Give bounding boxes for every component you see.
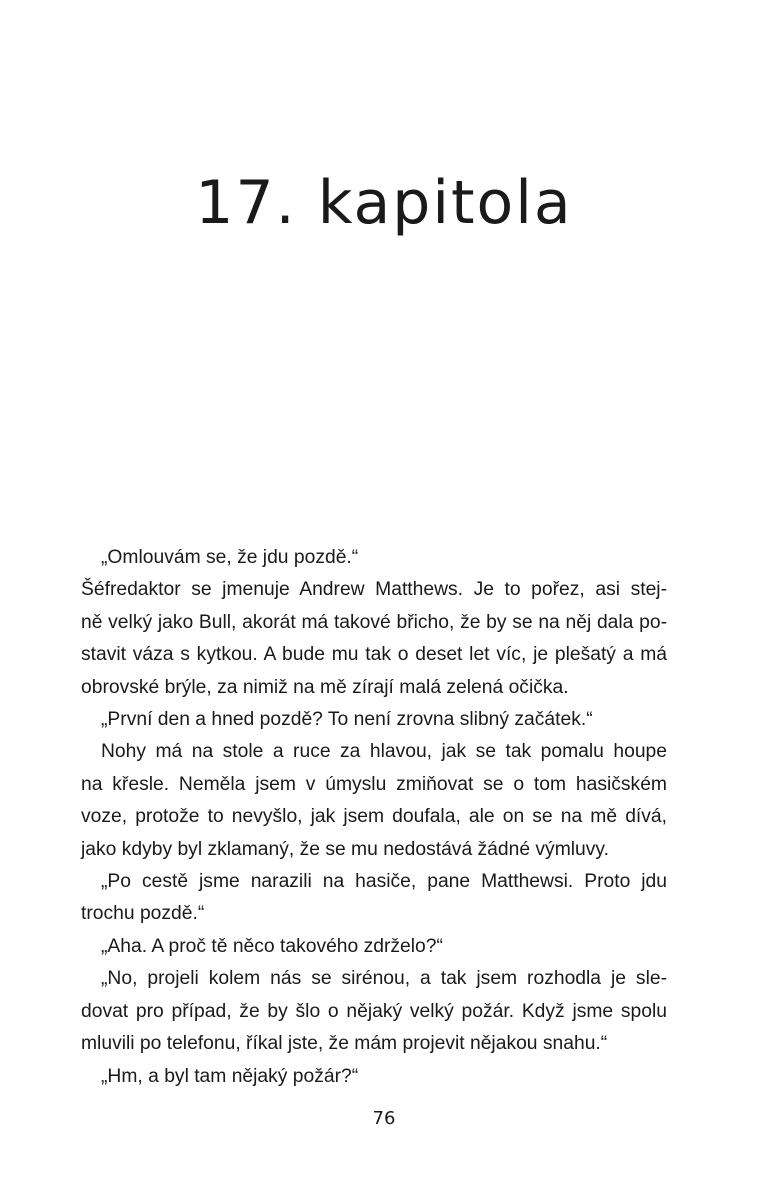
text-line-13: „Aha. A proč tě něco takového zdrželo?“ <box>101 935 443 957</box>
text-line-15: dovat pro případ, že by šlo o nějaký velký požár. Když jsme spolu <box>81 1000 667 1022</box>
text-line-11: „Po cestě jsme narazili na hasiče, pane Matthewsi. Proto jdu <box>101 871 667 893</box>
text-line-6: „První den a hned pozdě? To není zrovna slibný začátek.“ <box>101 709 593 731</box>
text-line-2: Šéfredaktor se jmenuje Andrew Matthews. Je to pořez, asi stej- <box>81 579 667 601</box>
text-line-9: voze, protože to nevyšlo, jak jsem doufala, ale on se na mě dívá, <box>81 806 667 828</box>
chapter-title: 17. kapitola <box>195 168 573 238</box>
text-line-1: „Omlouvám se, že jdu pozdě.“ <box>101 547 359 568</box>
body-text <box>81 542 667 1093</box>
text-line-8: na křesle. Neměla jsem v úmyslu zmiňovat se o tom hasičském <box>81 773 667 795</box>
text-line-12: trochu pozdě.“ <box>81 903 205 925</box>
text-line-5: obrovské brýle, za nimiž na mě zírají malá zelená očička. <box>81 676 569 698</box>
text-line-10: jako kdyby byl zklamaný, že se mu nedostává žádné výmluvy. <box>81 838 609 860</box>
text-line-7: Nohy má na stole a ruce za hlavou, jak se tak pomalu houpe <box>101 741 667 763</box>
text-line-3: ně velký jako Bull, akorát má takové břicho, že by se na něj dala po- <box>81 611 667 633</box>
page-number: 76 <box>372 1108 396 1129</box>
text-line-16: mluvili po telefonu, říkal jste, že mám projevit nějakou snahu.“ <box>81 1033 608 1055</box>
text-line-4: stavit váza s kytkou. A bude mu tak o deset let víc, je plešatý a má <box>81 644 667 666</box>
text-line-17: „Hm, a byl tam nějaký požár?“ <box>101 1065 359 1087</box>
text-line-14: „No, projeli kolem nás se sirénou, a tak jsem rozhodla je sle- <box>101 968 667 990</box>
